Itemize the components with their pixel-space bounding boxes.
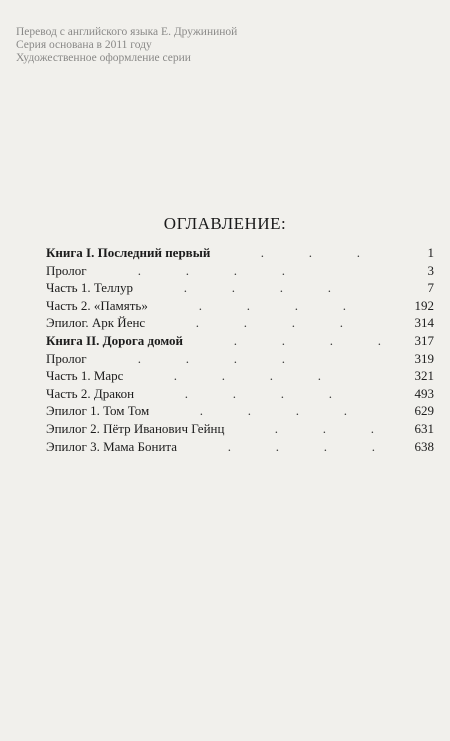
toc-row	[46, 350, 434, 368]
toc-entry-label: Часть 2. Дракон	[46, 385, 135, 401]
bleed-through-header-text	[16, 26, 436, 65]
toc-entry-page: 1	[427, 245, 434, 260]
bleed-line: Серия основана в 2011 году	[16, 39, 152, 51]
toc-leader-dots: . . .	[274, 420, 374, 436]
toc-leader-dots: . . . .	[233, 332, 381, 348]
toc-leader-dots: . . . .	[198, 297, 346, 313]
toc-row	[46, 385, 434, 403]
toc-entry-page: 493	[414, 385, 434, 401]
toc-entry-label: Эпилог. Арк Йенс	[46, 315, 146, 331]
toc-entry-page: 638	[414, 438, 434, 454]
toc-row	[46, 244, 434, 262]
toc-entry-label: Часть 1. Теллур	[46, 280, 134, 296]
toc-entry-label: Пролог	[46, 350, 87, 366]
toc-leader-dots: . . . .	[227, 438, 375, 454]
toc-title: ОГЛАВЛЕНИЕ:	[163, 214, 287, 233]
toc-leader-dots: . . . .	[199, 403, 347, 419]
toc-leader-dots: . . .	[260, 245, 360, 260]
bleed-line: Перевод с английского языка Е. Дружининой	[16, 26, 238, 38]
toc-entry-page: 631	[414, 420, 434, 436]
toc-entry-page: 3	[427, 262, 434, 278]
toc-row	[46, 314, 434, 332]
toc-row	[46, 402, 434, 420]
toc-entry-page: 319	[414, 350, 434, 366]
toc-entry-page: 321	[414, 368, 434, 384]
table-of-contents	[46, 244, 434, 455]
toc-entry-label: Пролог	[46, 262, 87, 278]
toc-row	[46, 297, 434, 315]
toc-entry-label: Книга I. Последний первый	[46, 245, 211, 260]
toc-row	[46, 262, 434, 280]
toc-entry-page: 314	[414, 315, 434, 331]
toc-entry-page: 317	[414, 332, 434, 348]
bleed-line: Художественное оформление серии	[16, 52, 191, 64]
toc-entry-label: Эпилог 3. Мама Бонита	[46, 438, 178, 454]
toc-entry-page: 192	[414, 297, 434, 313]
toc-entry-label: Книга II. Дорога домой	[46, 332, 184, 348]
toc-row	[46, 367, 434, 385]
toc-row	[46, 332, 434, 350]
toc-leader-dots: . . . .	[173, 368, 321, 384]
toc-leader-dots: . . . .	[195, 315, 343, 331]
toc-row	[46, 279, 434, 297]
toc-row	[46, 438, 434, 456]
toc-leader-dots: . . . .	[137, 350, 285, 366]
toc-entry-page: 7	[427, 280, 434, 296]
toc-entry-label: Часть 1. Марс	[46, 368, 124, 384]
toc-row	[46, 420, 434, 438]
toc-entry-label: Эпилог 2. Пётр Иванович Гейнц	[46, 420, 225, 436]
toc-leader-dots: . . . .	[184, 385, 332, 401]
toc-entry-label: Часть 2. «Память»	[46, 297, 148, 313]
toc-leader-dots: . . . .	[137, 262, 285, 278]
toc-entry-page: 629	[414, 403, 434, 419]
toc-leader-dots: . . . .	[183, 280, 331, 296]
toc-entry-label: Эпилог 1. Том Том	[46, 403, 150, 419]
